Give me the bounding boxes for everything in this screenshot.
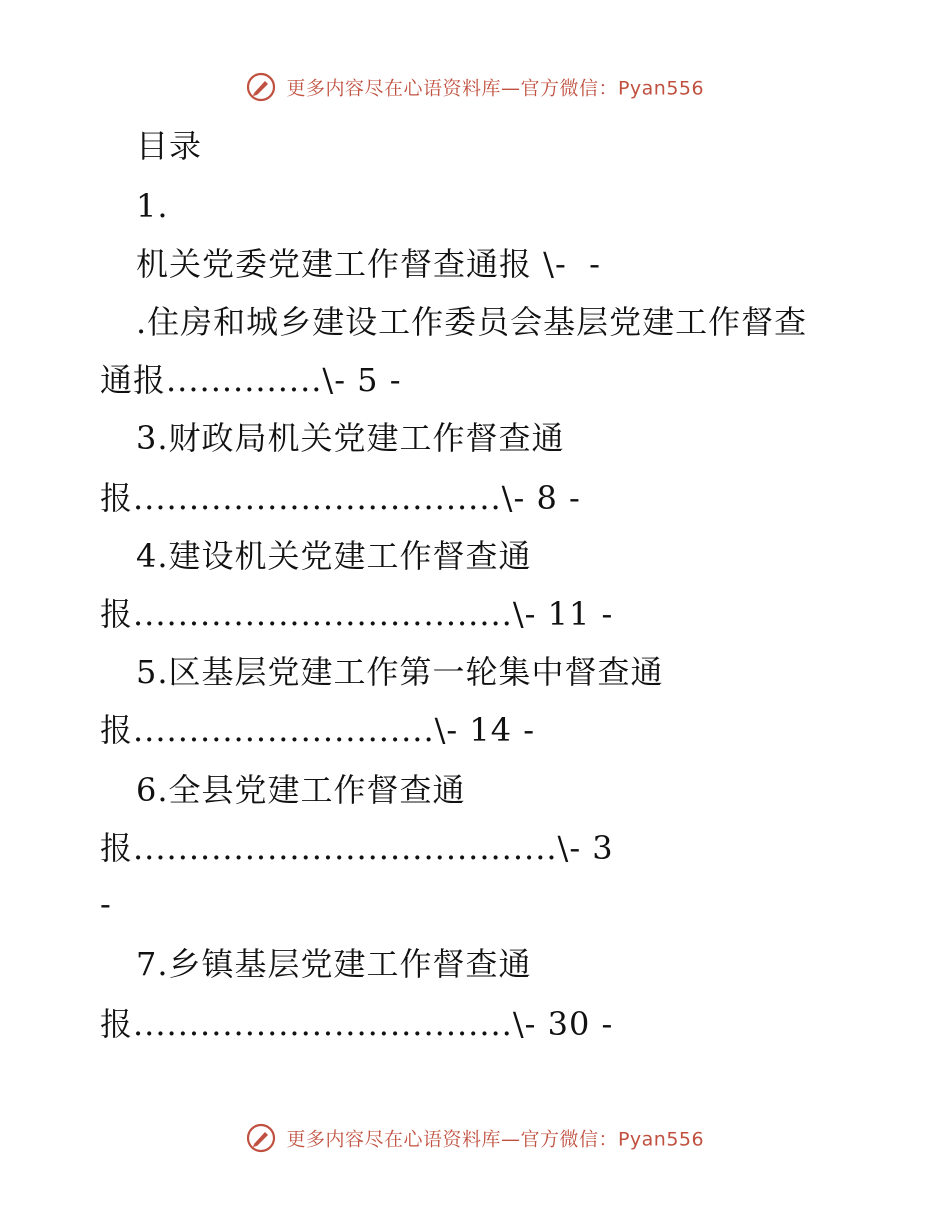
pen-logo-icon [246,1123,276,1153]
toc-title: 目录 [136,127,203,165]
toc-line: 报..................................\- 30 - [100,1005,614,1043]
watermark-header [0,72,950,102]
toc-line: 6.全县党建工作督查通 [136,771,466,809]
watermark-text: 更多内容尽在心语资料库—官方微信：Pyan556 [286,77,705,100]
watermark-footer [0,1123,950,1153]
watermark-text: 更多内容尽在心语资料库—官方微信：Pyan556 [286,1128,705,1151]
toc-line: .住房和城乡建设工作委员会基层党建工作督查 [136,303,808,341]
toc-line: 机关党委党建工作督查通报 \- - [136,245,601,283]
toc-line: 5.区基层党建工作第一轮集中督查通 [136,653,664,691]
toc-line: 报.................................\- 8 - [100,479,581,517]
toc-line: 报...........................\- 14 - [100,711,536,749]
toc-line: 通报..............\- 5 - [100,361,402,399]
toc-line: 3.财政局机关党建工作督查通 [136,419,565,457]
pen-logo-icon [246,72,276,102]
toc-line: 报..................................\- 11 - [100,595,614,633]
toc-line: 7.乡镇基层党建工作督查通 [136,945,532,983]
toc-line: - [100,885,112,923]
toc-line: 1. [136,187,169,225]
toc-line: 报......................................\- 3 [100,829,614,867]
toc-line: 4.建设机关党建工作督查通 [136,537,532,575]
